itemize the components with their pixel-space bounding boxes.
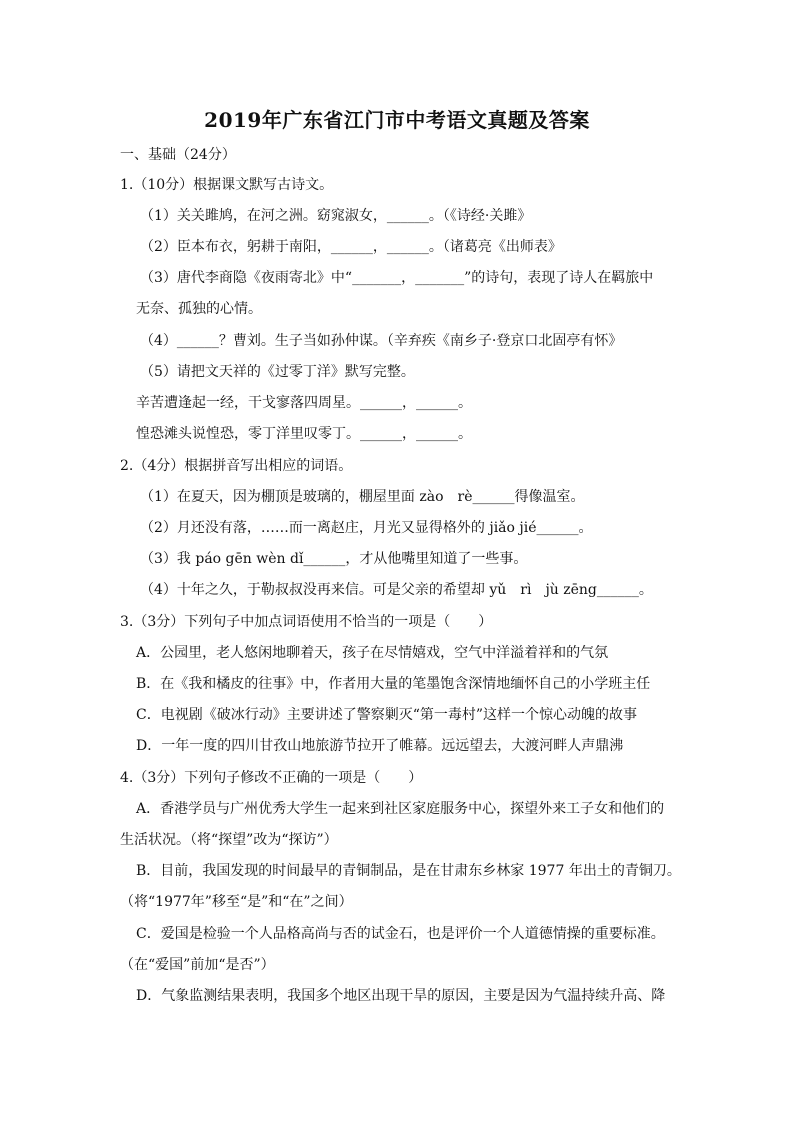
page-title: 2019年广东省江门市中考语文真题及答案 bbox=[204, 108, 590, 132]
text-line: （3）我 páo gēn wèn dǐ______，才从他嘴里知道了一些事。 bbox=[140, 551, 528, 567]
text-line: 一、基础（24分） bbox=[120, 147, 236, 163]
text-line: （2）月还没有落，……而一离赵庄，月光又显得格外的 jiǎo jié______。 bbox=[140, 520, 593, 536]
text-line: A．公园里，老人悠闲地聊着天，孩子在尽情嬉戏，空气中洋溢着祥和的气氛 bbox=[136, 645, 609, 661]
text-line: （5）请把文天祥的《过零丁洋》默写完整。 bbox=[140, 364, 415, 380]
text-line: （4）十年之久，于勒叔叔没再来信。可是父亲的希望却 yǔ rì jù zēng______。 bbox=[140, 582, 653, 598]
text-line: B．在《我和橘皮的往事》中，作者用大量的笔墨饱含深情地缅怀自己的小学班主任 bbox=[136, 676, 651, 692]
text-line: （将“1977年”移至“是”和“在”之间） bbox=[120, 894, 353, 910]
text-line: 1.（10分）根据课文默写古诗文。 bbox=[120, 177, 334, 193]
text-line: 无奈、孤独的心情。 bbox=[136, 301, 262, 317]
text-line: （1）关关雎鸠，在河之洲。窈窕淑女，______。（《诗经·关雎》 bbox=[140, 208, 532, 224]
text-line: C．爱国是检验一个人品格高尚与否的试金石，也是评价一个人道德情操的重要标准。 bbox=[136, 926, 665, 942]
text-line: A．香港学员与广州优秀大学生一起来到社区家庭服务中心，探望外来工子女和他们的 bbox=[136, 801, 665, 817]
text-line: 3.（3分）下列句子中加点词语使用不恰当的一项是（ ） bbox=[120, 614, 493, 630]
text-line: D．气象监测结果表明，我国多个地区出现干旱的原因，主要是因为气温持续升高、降 bbox=[136, 988, 666, 1004]
text-line: 惶恐滩头说惶恐，零丁洋里叹零丁。______，______。 bbox=[136, 426, 472, 442]
text-line: 4.（3分）下列句子修改不正确的一项是（ ） bbox=[120, 770, 423, 786]
text-line: D．一年一度的四川甘孜山地旅游节拉开了帷幕。远远望去，大渡河畔人声鼎沸 bbox=[136, 738, 624, 754]
text-line: 辛苦遭逢起一经，干戈寥落四周星。______，______。 bbox=[136, 395, 472, 411]
text-line: （3）唐代李商隐《夜雨寄北》中“_______，_______”的诗句，表现了诗人在羁旅中 bbox=[140, 270, 654, 286]
text-line: C．电视剧《破冰行动》主要讲述了警察剿灭“第一毒村”这样一个惊心动魄的故事 bbox=[136, 707, 638, 723]
text-line: （4）______？曹刘。生子当如孙仲谋。（辛弃疾《南乡子·登京口北固亭有怀》 bbox=[140, 333, 623, 349]
text-line: （2）臣本布衣，躬耕于南阳，______，______。（诸葛亮《出师表》 bbox=[140, 239, 562, 255]
text-line: B．目前，我国发现的时间最早的青铜制品，是在甘肃东乡林家 1977 年出土的青铜刀。 bbox=[136, 863, 681, 879]
text-line: 2.（4分）根据拼音写出相应的词语。 bbox=[120, 458, 353, 474]
text-line: （1）在夏天，因为棚顶是玻璃的，棚屋里面 zào rè______得像温室。 bbox=[140, 489, 585, 505]
text-line: （在“爱国”前加“是否”） bbox=[120, 957, 275, 973]
text-line: 生活状况。（将“探望”改为“探访”） bbox=[120, 832, 338, 848]
